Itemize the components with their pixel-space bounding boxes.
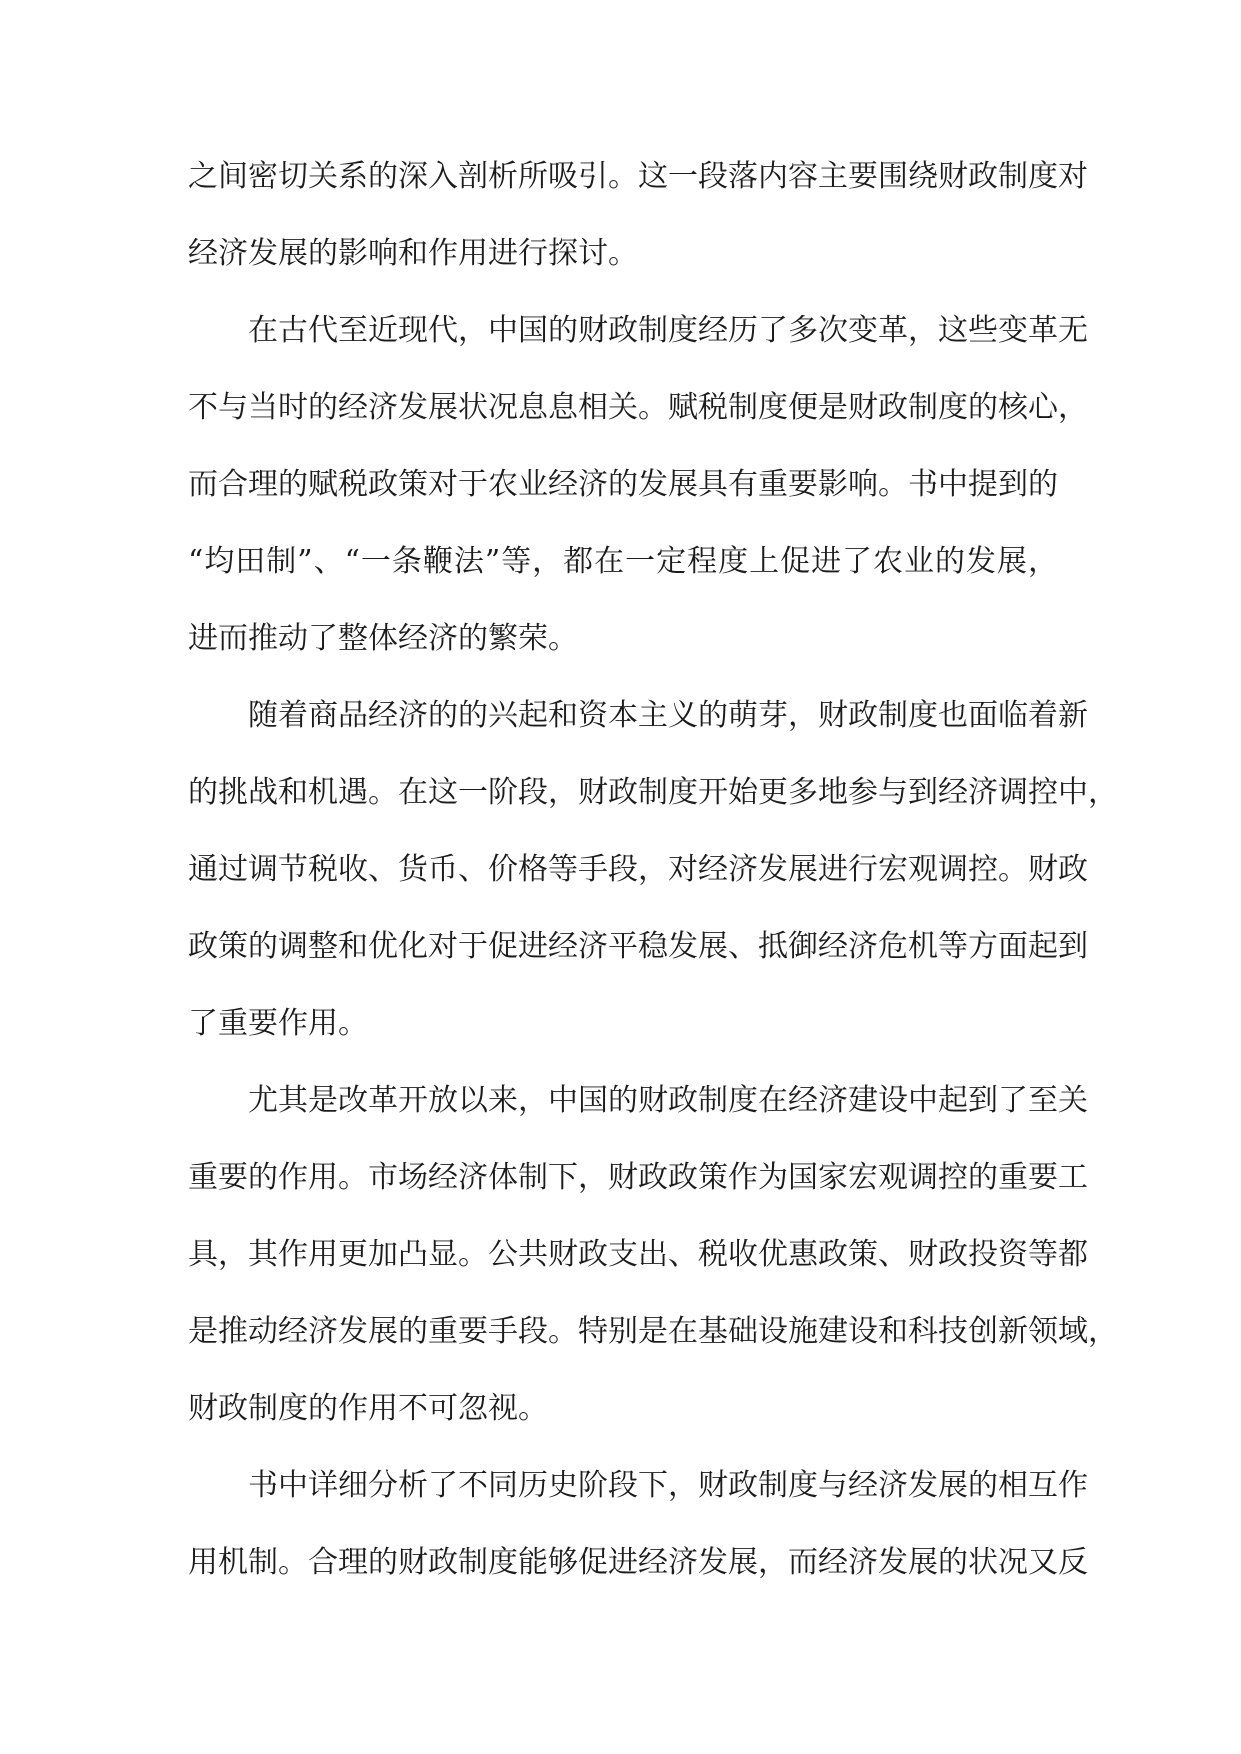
paragraph-4-line-5: 财政制度的作用不可忽视。: [188, 1391, 548, 1426]
paragraph-4-line-4: 是推动经济发展的重要手段。特别是在基础设施建设和科技创新领域，: [188, 1314, 1118, 1349]
paragraph-2-line-4: “均田制”、“一条鞭法”等，都在一定程度上促进了农业的发展，: [188, 544, 1058, 579]
paragraph-2-line-1: 在古代至近现代，中国的财政制度经历了多次变革，这些变革无: [248, 313, 1088, 348]
paragraph-4-line-2: 重要的作用。市场经济体制下，财政政策作为国家宏观调控的重要工: [188, 1160, 1088, 1195]
paragraph-4-line-3: 具，其作用更加凸显。公共财政支出、税收优惠政策、财政投资等都: [188, 1237, 1088, 1272]
paragraph-4-line-1: 尤其是改革开放以来，中国的财政制度在经济建设中起到了至关: [248, 1083, 1088, 1118]
paragraph-1-line-1: 之间密切关系的深入剖析所吸引。这一段落内容主要围绕财政制度对: [188, 159, 1088, 194]
body-text: [188, 138, 1118, 1601]
paragraph-2-line-5: 进而推动了整体经济的繁荣。: [188, 621, 578, 656]
paragraph-5-line-1: 书中详细分析了不同历史阶段下，财政制度与经济发展的相互作: [248, 1468, 1088, 1503]
paragraph-5-line-2: 用机制。合理的财政制度能够促进经济发展，而经济发展的状况又反: [188, 1545, 1088, 1580]
paragraph-3-line-4: 政策的调整和优化对于促进经济平稳发展、抵御经济危机等方面起到: [188, 929, 1088, 964]
paragraph-1-line-2: 经济发展的影响和作用进行探讨。: [188, 236, 638, 271]
paragraph-3-line-1: 随着商品经济的的兴起和资本主义的萌芽，财政制度也面临着新: [248, 698, 1088, 733]
paragraph-3-line-2: 的挑战和机遇。在这一阶段，财政制度开始更多地参与到经济调控中，: [188, 775, 1118, 810]
paragraph-3-line-5: 了重要作用。: [188, 1006, 368, 1041]
paragraph-2-line-3: 而合理的赋税政策对于农业经济的发展具有重要影响。书中提到的: [188, 467, 1058, 502]
paragraph-2-line-2: 不与当时的经济发展状况息息相关。赋税制度便是财政制度的核心，: [188, 390, 1088, 425]
paragraph-3-line-3: 通过调节税收、货币、价格等手段，对经济发展进行宏观调控。财政: [188, 852, 1088, 887]
